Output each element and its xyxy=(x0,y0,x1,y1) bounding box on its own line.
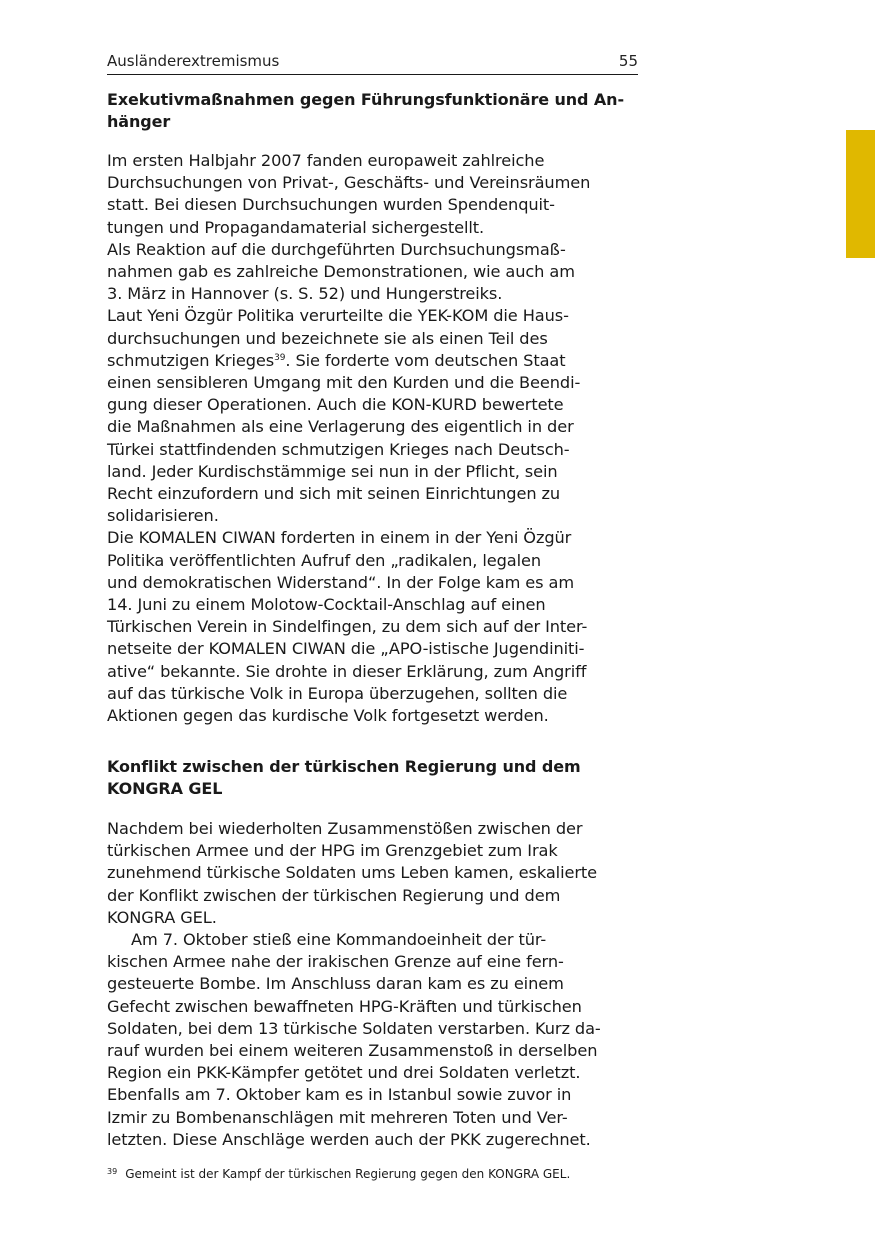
body-line: durchsuchungen und bezeichnete sie als einen Teil des xyxy=(107,328,548,348)
body-line: der Konflikt zwischen der türkischen Regierung und dem xyxy=(107,885,561,905)
body-line: Politika veröffentlichten Aufruf den „radikalen, legalen xyxy=(107,550,542,570)
running-head-section: Ausländerextremismus xyxy=(107,52,280,70)
heading-line: KONGRA GEL xyxy=(107,779,223,798)
body-line: tungen und Propagandamaterial sichergestellt. xyxy=(107,217,485,237)
body-line: Gefecht zwischen bewaffneten HPG-Kräften und türkischen xyxy=(107,996,582,1016)
body-line: solidarisieren. xyxy=(107,506,219,526)
page-number: 55 xyxy=(618,52,638,70)
body-line: Recht einzufordern und sich mit seinen Einrichtungen zu xyxy=(107,484,561,504)
body-line: letzten. Diese Anschläge werden auch der PKK zugerechnet. xyxy=(107,1129,591,1149)
footnote-text: Gemeint ist der Kampf der türkischen Regierung gegen den KONGRA GEL. xyxy=(125,1167,571,1181)
body-line: Als Reaktion auf die durchgeführten Durchsuchungsmaß- xyxy=(107,239,566,259)
body-line: Die KOMALEN CIWAN forderten in einem in der Yeni Özgür xyxy=(107,528,572,548)
section-body-executive-measures xyxy=(107,150,638,727)
footnote xyxy=(107,1166,638,1182)
body-line: Nachdem bei wiederholten Zusammenstößen zwischen der xyxy=(107,819,583,838)
footnote-number: 39 xyxy=(107,1167,118,1176)
body-line: gung dieser Operationen. Auch die KON-KURD bewertete xyxy=(107,395,564,415)
body-line: Laut Yeni Özgür Politika verurteilte die YEK-KOM die Haus- xyxy=(107,306,569,326)
section-body-conflict xyxy=(107,818,638,1151)
body-line: Soldaten, bei dem 13 türkische Soldaten verstarben. Kurz da- xyxy=(107,1018,601,1038)
section-heading-conflict xyxy=(107,756,638,800)
chapter-thumb-tab xyxy=(846,130,875,258)
section-heading-executive-measures xyxy=(107,89,638,133)
body-line: einen sensibleren Umgang mit den Kurden und die Beendi- xyxy=(107,373,581,393)
body-line: Aktionen gegen das kurdische Volk fortgesetzt werden. xyxy=(107,706,549,726)
body-line: gesteuerte Bombe. Im Anschluss daran kam es zu einem xyxy=(107,974,564,994)
body-line: 3. März in Hannover (s. S. 52) und Hungerstreiks. xyxy=(107,284,503,304)
body-text: schmutzigen Krieges xyxy=(107,350,275,370)
body-line: Region ein PKK-Kämpfer getötet und drei Soldaten verletzt. xyxy=(107,1063,581,1083)
body-line: Am 7. Oktober stieß eine Kommandoeinheit der tür- xyxy=(131,930,547,950)
body-line: Ebenfalls am 7. Oktober kam es in Istanbul sowie zuvor in xyxy=(107,1085,572,1105)
body-line: zunehmend türkische Soldaten ums Leben kamen, eskalierte xyxy=(107,863,597,883)
body-line: statt. Bei diesen Durchsuchungen wurden Spendenquit- xyxy=(107,195,555,215)
body-line: kischen Armee nahe der irakischen Grenze auf eine fern- xyxy=(107,952,564,972)
body-line: rauf wurden bei einem weiteren Zusammenstoß in derselben xyxy=(107,1041,598,1061)
body-line: ative“ bekannte. Sie drohte in dieser Erklärung, zum Angriff xyxy=(107,661,587,681)
running-head xyxy=(107,52,638,75)
heading-line: hänger xyxy=(107,112,171,131)
body-text: . Sie forderte vom deutschen Staat xyxy=(285,350,566,370)
body-line: KONGRA GEL. xyxy=(107,907,217,927)
body-line: Türkei stattfindenden schmutzigen Krieges nach Deutsch- xyxy=(107,439,570,459)
body-line: netseite der KOMALEN CIWAN die „APO-istische Jugendiniti- xyxy=(107,639,585,659)
heading-line: Konflikt zwischen der türkischen Regierung und dem xyxy=(107,757,581,776)
heading-line: Exekutivmaßnahmen gegen Führungsfunktionäre und An- xyxy=(107,90,624,109)
body-line: Türkischen Verein in Sindelfingen, zu dem sich auf der Inter- xyxy=(107,617,588,637)
body-line: auf das türkische Volk in Europa überzugehen, sollten die xyxy=(107,683,568,703)
footnote-reference: 39 xyxy=(274,352,286,363)
body-line: 14. Juni zu einem Molotow-Cocktail-Anschlag auf einen xyxy=(107,595,546,615)
body-line: türkischen Armee und der HPG im Grenzgebiet zum Irak xyxy=(107,841,558,861)
body-line-with-footnote xyxy=(107,350,638,372)
body-line: Durchsuchungen von Privat-, Geschäfts- und Vereinsräumen xyxy=(107,173,591,193)
body-line: die Maßnahmen als eine Verlagerung des eigentlich in der xyxy=(107,417,574,437)
body-line: Im ersten Halbjahr 2007 fanden europaweit zahlreiche xyxy=(107,151,545,170)
body-line: und demokratischen Widerstand“. In der Folge kam es am xyxy=(107,572,575,592)
body-line: land. Jeder Kurdischstämmige sei nun in der Pflicht, sein xyxy=(107,461,558,481)
body-line: Izmir zu Bombenanschlägen mit mehreren Toten und Ver- xyxy=(107,1107,568,1127)
body-line: nahmen gab es zahlreiche Demonstrationen, wie auch am xyxy=(107,262,575,282)
